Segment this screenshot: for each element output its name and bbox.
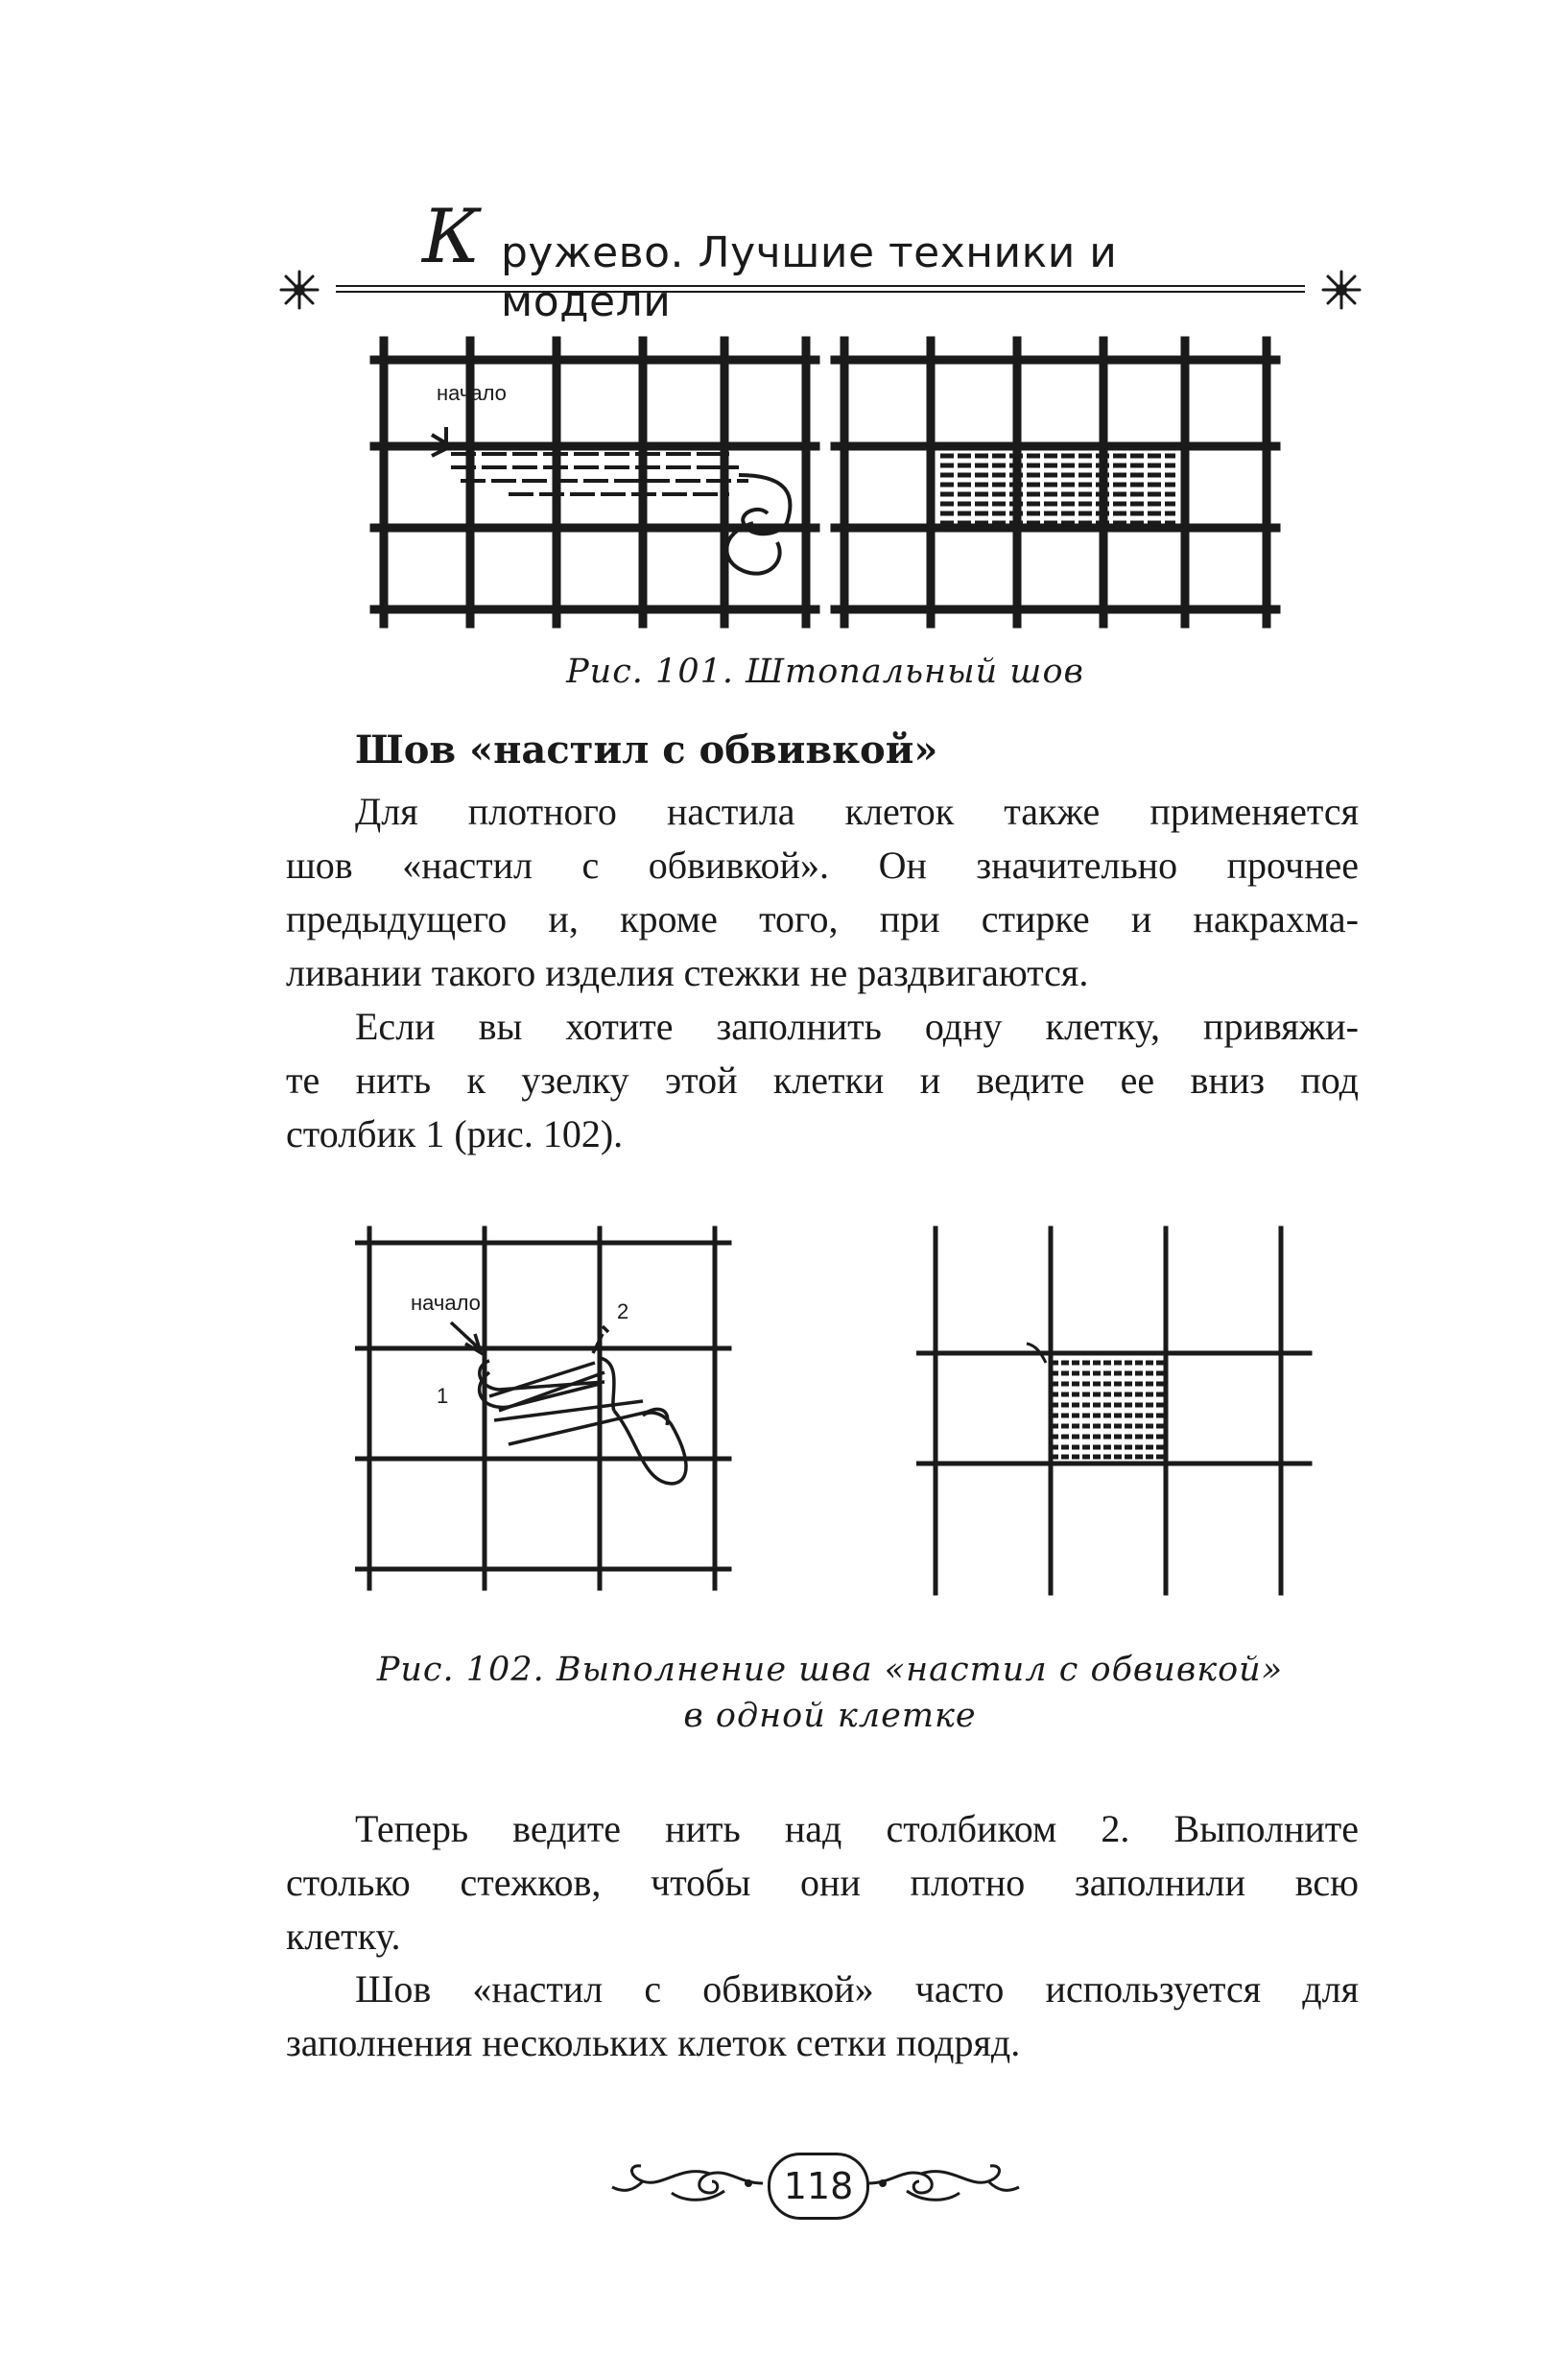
- figure-102-left-process: [355, 1219, 739, 1603]
- paragraph-line: ливании такого изделия стежки не раздвигаются.: [286, 951, 1089, 994]
- paragraph-line: шов «настил с обвивкой». Он значительно прочнее: [286, 844, 1359, 887]
- figure-102-caption-line-2: в одной клетке: [683, 1697, 977, 1735]
- paragraph-line: клетку.: [286, 1915, 401, 1958]
- paragraph-4: [286, 1963, 1359, 2070]
- paragraph-line: столько стежков, чтобы они плотно заполнили всю: [286, 1861, 1359, 1904]
- fig102-start-label: начало: [411, 1291, 481, 1315]
- paragraph-3: [286, 1802, 1359, 1964]
- paragraph-line: столбик 1 (рис. 102).: [286, 1112, 624, 1155]
- figure-101-caption: Рис. 101. Штопальный шов: [566, 653, 1084, 691]
- snowflake-ornament-icon: [278, 269, 320, 311]
- paragraph-1: [286, 785, 1359, 1000]
- figure-102-right-result: [916, 1219, 1319, 1603]
- paragraph-line: заполнения нескольких клеток сетки подряд.: [286, 2021, 1021, 2064]
- paragraph-line: Для плотного настила клеток также применяется: [355, 790, 1359, 833]
- fig102-column-1-label: 1: [437, 1384, 449, 1408]
- snowflake-ornament-icon: [1320, 269, 1363, 311]
- paragraph-line: Если вы хотите заполнить одну клетку, привяжи-: [355, 1005, 1359, 1048]
- section-heading: Шов «настил с обвивкой»: [355, 727, 938, 773]
- fig101-start-label: начало: [437, 381, 507, 405]
- header-rule: [336, 283, 1305, 295]
- book-title-text: ружево. Лучшие техники и модели: [501, 228, 1118, 326]
- paragraph-line: те нить к узелку этой клетки и ведите ее вниз под: [286, 1059, 1359, 1102]
- page-number-footer: [604, 2145, 1027, 2222]
- paragraph-line: Теперь ведите нить над столбиком 2. Выполните: [355, 1807, 1359, 1850]
- paragraph-2: [286, 1000, 1359, 1161]
- page-number: 118: [768, 2153, 869, 2220]
- figure-102-caption-line-1: Рис. 102. Выполнение шва «настил с обвивкой»: [376, 1651, 1284, 1689]
- paragraph-line: предыдущего и, кроме того, при стирке и накрахма-: [286, 897, 1359, 940]
- paragraph-line: Шов «настил с обвивкой» часто используется для: [355, 1967, 1359, 2011]
- fig102-column-2-label: 2: [617, 1299, 629, 1323]
- figure-101-darning-stitch: [365, 331, 1286, 629]
- book-title-initial: К: [422, 194, 481, 280]
- book-title: [422, 194, 1286, 326]
